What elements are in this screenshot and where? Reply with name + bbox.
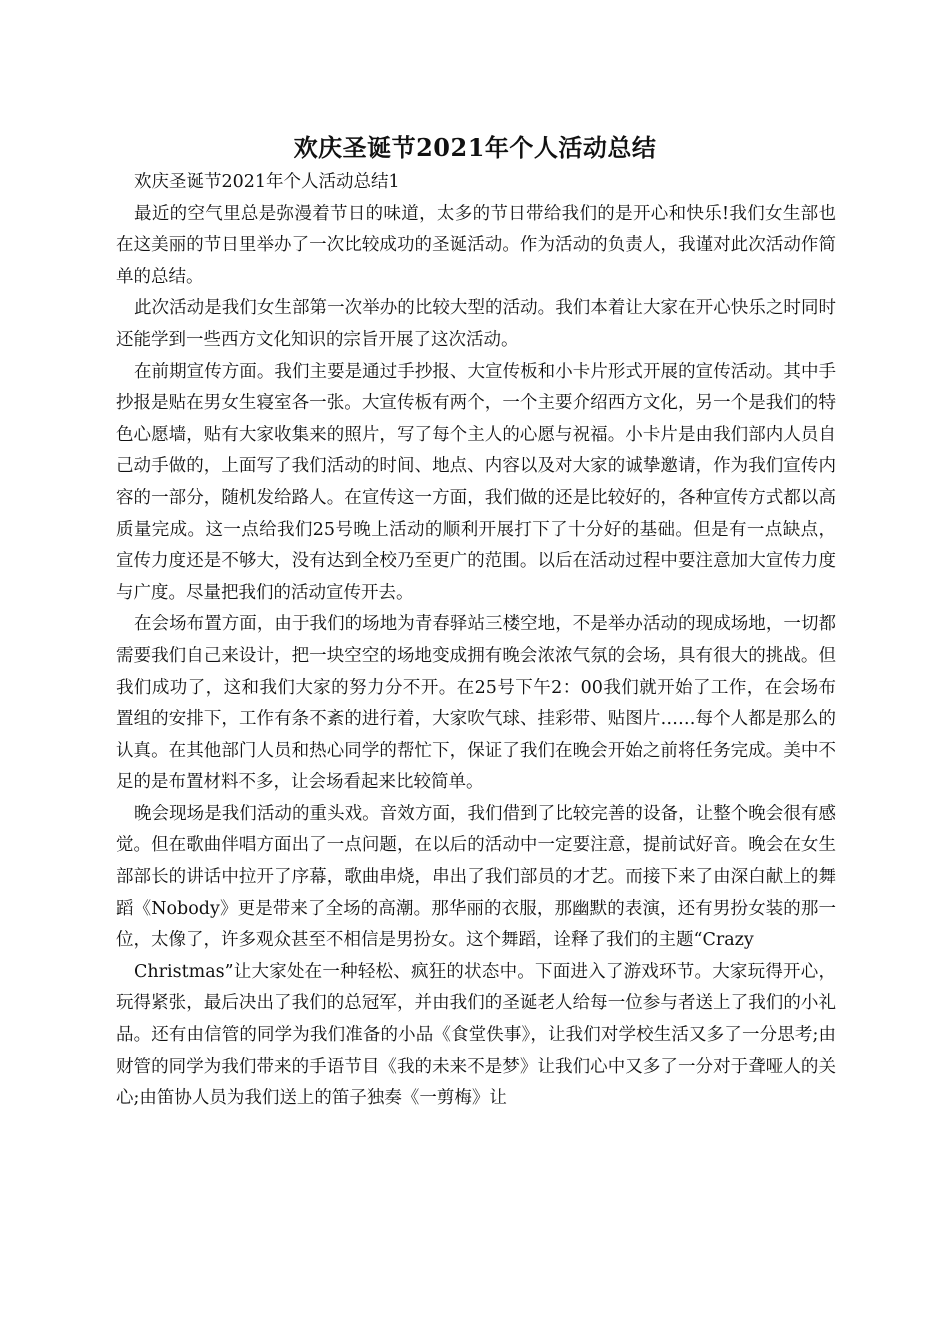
- document-title: 欢庆圣诞节2021年个人活动总结: [293, 133, 657, 163]
- document-body: [116, 167, 836, 1115]
- paragraph-purpose: 此次活动是我们女生部第一次举办的比较大型的活动。我们本着让大家在开心快乐之时同时还能学到一些西方文化知识的宗旨开展了这次活动。: [116, 298, 836, 350]
- paragraph-games: Christmas”让大家处在一种轻松、疯狂的状态中。下面进入了游戏环节。大家玩得开心，玩得紧张，最后决出了我们的总冠军，并由我们的圣诞老人给每一位参与者送上了我们的小礼品。还有由信管的同学为我们准备的小品《食堂佚事》，让我们对学校生活又多了一分思考;由财管的同学为我们带来的手语节目《我的未来不是梦》让我们心中又多了一分对于聋哑人的关心;由笛协人员为我们送上的笛子独奏《一剪梅》让: [116, 961, 836, 1109]
- paragraph-venue: 在会场布置方面，由于我们的场地为青春驿站三楼空地，不是举办活动的现成场地，一切都需要我们自己来设计，把一块空空的场地变成拥有晚会浓浓气氛的会场，具有很大的挑战。但我们成功了，这和我们大家的努力分不开。在25号下午2：00我们就开始了工作，在会场布置组的安排下，工作有条不紊的进行着，大家吹气球、挂彩带、贴图片……每个人都是那么的认真。在其他部门人员和热心同学的帮忙下，保证了我们在晚会开始之前将任务完成。美中不足的是布置材料不多，让会场看起来比较简单。: [116, 614, 836, 793]
- paragraph-publicity: 在前期宣传方面。我们主要是通过手抄报、大宣传板和小卡片形式开展的宣传活动。其中手抄报是贴在男女生寝室各一张。大宣传板有两个，一个主要介绍西方文化，另一个是我们的特色心愿墙，贴有大家收集来的照片，写了每个主人的心愿与祝福。小卡片是由我们部内人员自己动手做的，上面写了我们活动的时间、地点、内容以及对大家的诚挚邀请，作为我们宣传内容的一部分，随机发给路人。在宣传这一方面，我们做的还是比较好的，各种宣传方式都以高质量完成。这一点给我们25号晚上活动的顺利开展打下了十分好的基础。但是有一点缺点，宣传力度还是不够大，没有达到全校乃至更广的范围。以后在活动过程中要注意加大宣传力度与广度。尽量把我们的活动宣传开去。: [116, 361, 836, 603]
- paragraph-party: 晚会现场是我们活动的重头戏。音效方面，我们借到了比较完善的设备，让整个晚会很有感觉。但在歌曲伴唱方面出了一点问题，在以后的活动中一定要注意，提前试好音。晚会在女生部部长的讲话中拉开了序幕，歌曲串烧，串出了我们部员的才艺。而接下来了由深白献上的舞蹈《Nobody》更是带来了全场的高潮。那华丽的衣服，那幽默的表演，还有男扮女装的那一位，太像了，许多观众甚至不相信是男扮女。这个舞蹈，诠释了我们的主题“Crazy: [116, 803, 836, 951]
- section-heading: 欢庆圣诞节2021年个人活动总结1: [134, 172, 400, 192]
- paragraph-intro: 最近的空气里总是弥漫着节日的味道，太多的节日带给我们的是开心和快乐!我们女生部也在这美丽的节日里举办了一次比较成功的圣诞活动。作为活动的负责人，我谨对此次活动作简单的总结。: [116, 203, 836, 287]
